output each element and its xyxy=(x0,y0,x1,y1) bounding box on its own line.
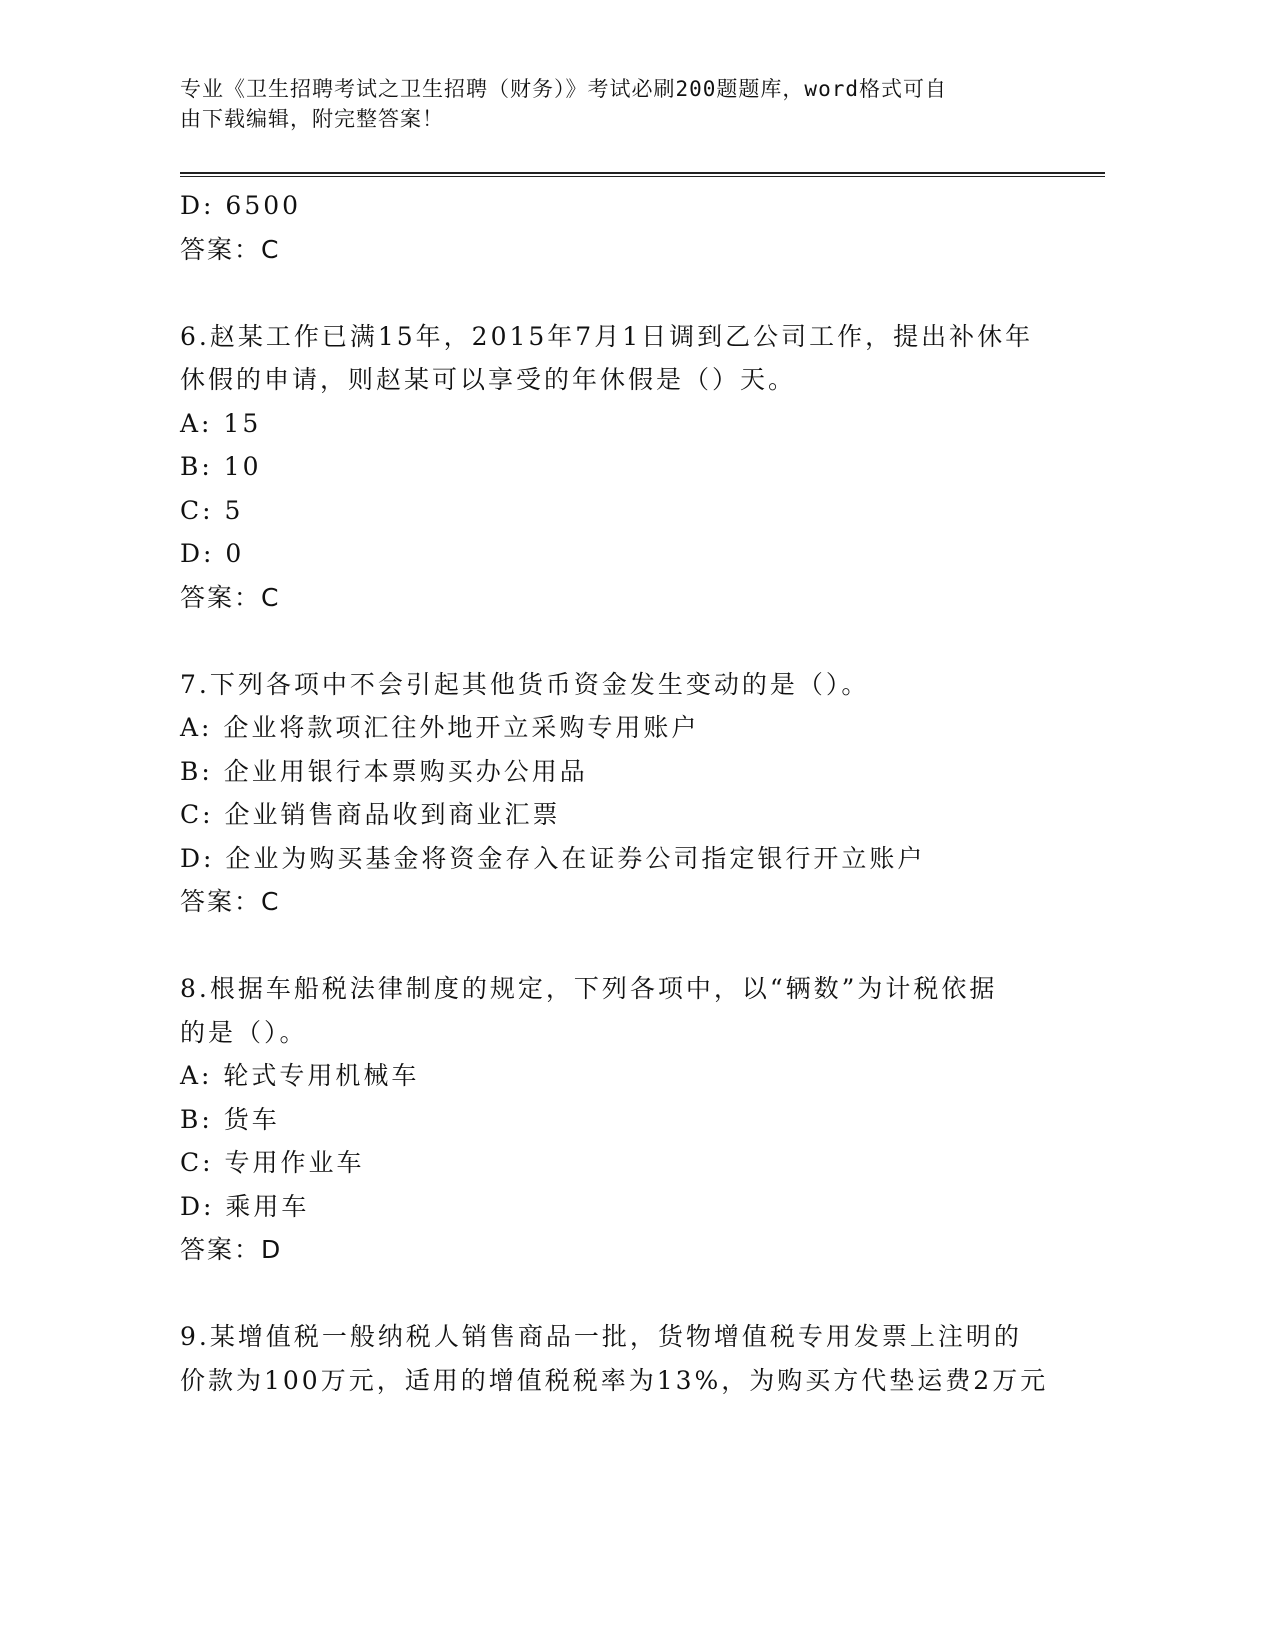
option-d: D: 6500 xyxy=(180,191,302,220)
answer: 答案：C xyxy=(180,887,281,916)
question-stem-line-2: 休假的申请，则赵某可以享受的年休假是（）天。 xyxy=(180,365,797,394)
option-b: B: 10 xyxy=(180,452,262,481)
question-stem-line-2: 的是（）。 xyxy=(180,1017,308,1047)
header-line-1: 专业《卫生招聘考试之卫生招聘（财务）》考试必刷200题题库，word格式可自 xyxy=(180,77,947,101)
option-d: D: 乘用车 xyxy=(180,1191,310,1221)
option-a: A: 轮式专用机械车 xyxy=(180,1061,420,1090)
question-stem-line-1: 7.下列各项中不会引起其他货币资金发生变动的是（）。 xyxy=(180,669,870,699)
document-body xyxy=(180,184,1080,1402)
header-rule-thick xyxy=(180,172,1105,174)
question-7 xyxy=(180,663,1080,924)
spacer xyxy=(180,924,1080,968)
option-b: B: 货车 xyxy=(180,1104,280,1134)
option-a: A: 企业将款项汇往外地开立采购专用账户 xyxy=(180,713,700,742)
spacer xyxy=(180,271,1080,315)
option-b: B: 企业用银行本票购买办公用品 xyxy=(180,756,588,786)
spacer xyxy=(180,619,1080,663)
question-stem-line-1: 8.根据车船税法律制度的规定，下列各项中，以“辆数”为计税依据 xyxy=(180,974,998,1003)
question-stem-line-2: 价款为100万元，适用的增值税税率为13%，为购买方代垫运费2万元 xyxy=(180,1365,1049,1395)
answer: 答案：C xyxy=(180,582,281,612)
spacer xyxy=(180,1272,1080,1316)
question-6 xyxy=(180,315,1080,620)
question-9 xyxy=(180,1315,1080,1402)
answer: 答案：D xyxy=(180,1235,283,1264)
option-c: C: 5 xyxy=(180,495,244,525)
document-header xyxy=(180,74,1060,134)
question-5-tail xyxy=(180,184,1080,271)
answer: 答案：C xyxy=(180,234,281,264)
header-line-2: 由下载编辑，附完整答案！ xyxy=(180,107,444,131)
question-stem-line-1: 6.赵某工作已满15年，2015年7月1日调到乙公司工作，提出补休年 xyxy=(180,321,1034,351)
option-d: D: 企业为购买基金将资金存入在证券公司指定银行开立账户 xyxy=(180,843,926,873)
option-a: A: 15 xyxy=(180,408,262,438)
option-c: C: 企业销售商品收到商业汇票 xyxy=(180,800,561,829)
question-8 xyxy=(180,967,1080,1272)
question-stem-line-1: 9.某增值税一般纳税人销售商品一批，货物增值税专用发票上注明的 xyxy=(180,1322,1022,1351)
option-d: D: 0 xyxy=(180,539,245,568)
header-rule-thin xyxy=(180,176,1105,177)
option-c: C: 专用作业车 xyxy=(180,1148,365,1177)
